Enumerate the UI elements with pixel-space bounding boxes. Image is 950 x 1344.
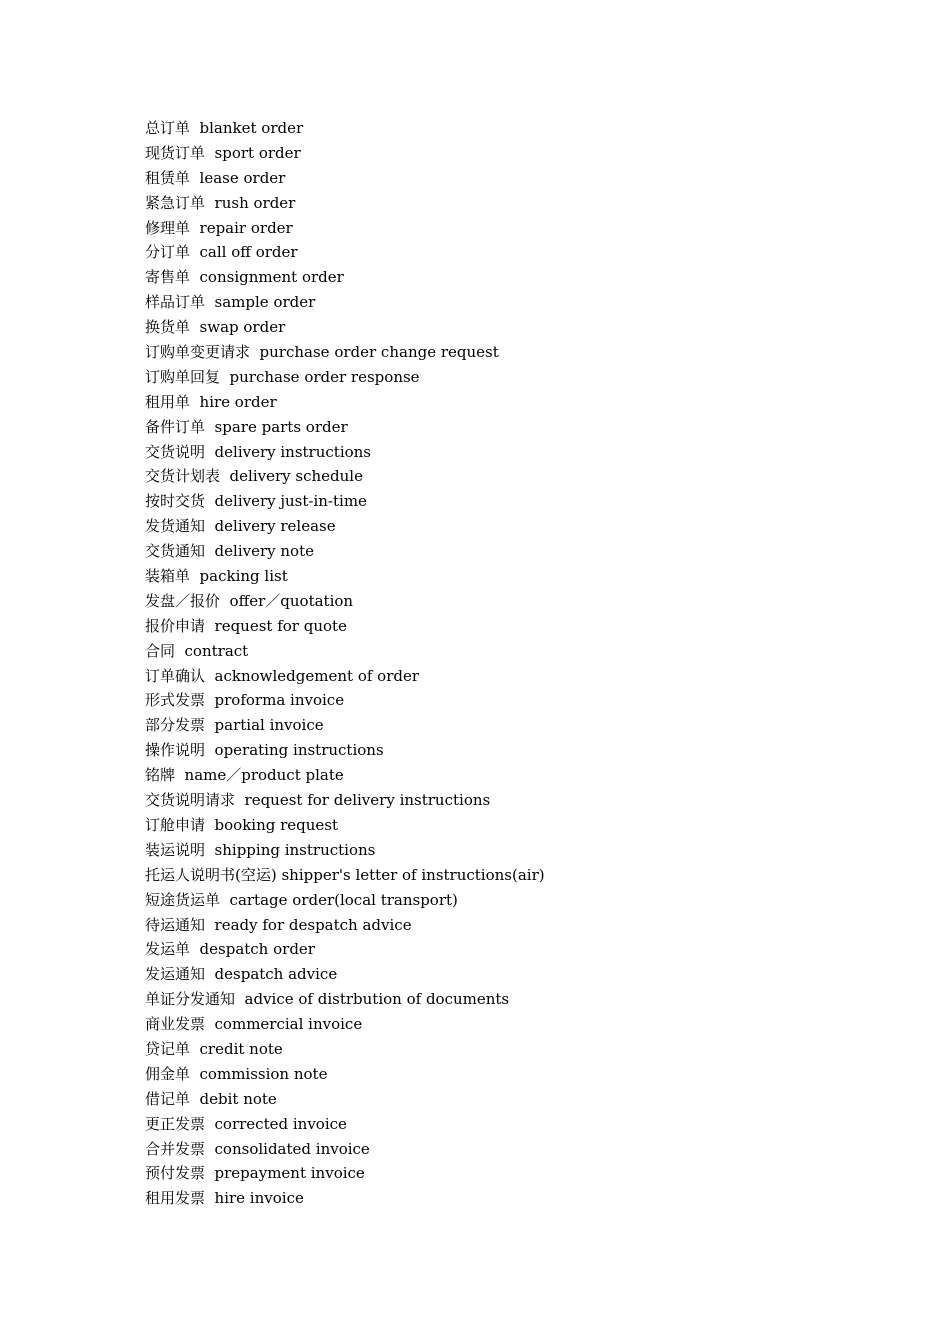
term-row: 铭牌 name／product plate: [145, 766, 344, 785]
term-row: 预付发票 prepayment invoice: [145, 1164, 365, 1183]
term-row: 订购单变更请求 purchase order change request: [145, 343, 499, 362]
term-row: 发盘／报价 offer／quotation: [145, 591, 354, 610]
term-row: 发运通知 despatch advice: [145, 965, 338, 984]
term-row: 更正发票 corrected invoice: [145, 1114, 347, 1133]
term-row: 待运通知 ready for despatch advice: [145, 915, 412, 934]
term-row: 样品订单 sample order: [145, 293, 316, 312]
term-row: 换货单 swap order: [145, 318, 286, 337]
term-row: 贷记单 credit note: [145, 1039, 283, 1058]
term-row: 交货通知 delivery note: [145, 542, 314, 561]
term-row: 紧急订单 rush order: [145, 193, 296, 212]
term-row: 寄售单 consignment order: [145, 268, 344, 287]
term-row: 修理单 repair order: [145, 218, 293, 237]
term-row: 租用单 hire order: [145, 392, 277, 411]
term-row: 托运人说明书(空运) shipper's letter of instructions(air): [145, 865, 545, 884]
term-row: 操作说明 operating instructions: [145, 741, 384, 760]
term-row: 现货订单 sport order: [145, 143, 301, 162]
term-row: 租赁单 lease order: [145, 168, 286, 187]
term-row: 佣金单 commission note: [145, 1064, 328, 1083]
term-row: 发运单 despatch order: [145, 940, 315, 959]
term-row: 单证分发通知 advice of distrbution of documents: [145, 990, 510, 1009]
term-row: 交货说明请求 request for delivery instructions: [145, 791, 491, 810]
term-row: 合同 contract: [145, 641, 249, 660]
term-row: 租用发票 hire invoice: [145, 1189, 304, 1208]
term-row: 订舱申请 booking request: [145, 815, 339, 834]
term-row: 形式发票 proforma invoice: [145, 691, 345, 710]
term-row: 部分发票 partial invoice: [145, 716, 324, 735]
term-row: 短途货运单 cartage order(local transport): [145, 890, 458, 909]
term-row: 装运说明 shipping instructions: [145, 840, 376, 859]
term-row: 按时交货 delivery just-in-time: [145, 492, 367, 511]
term-row: 订购单回复 purchase order response: [145, 367, 420, 386]
term-row: 交货计划表 delivery schedule: [145, 467, 363, 486]
term-row: 报价申请 request for quote: [145, 616, 347, 635]
term-row: 订单确认 acknowledgement of order: [145, 666, 420, 685]
term-row: 备件订单 spare parts order: [145, 417, 348, 436]
term-row: 借记单 debit note: [145, 1089, 277, 1108]
term-row: 合并发票 consolidated invoice: [145, 1139, 370, 1158]
term-list: [145, 116, 545, 1211]
term-row: 装箱单 packing list: [145, 567, 288, 586]
term-row: 交货说明 delivery instructions: [145, 442, 372, 461]
term-row: 发货通知 delivery release: [145, 517, 336, 536]
term-row: 分订单 call off order: [145, 243, 298, 262]
term-row: 总订单 blanket order: [145, 119, 304, 137]
term-row: 商业发票 commercial invoice: [145, 1015, 363, 1034]
